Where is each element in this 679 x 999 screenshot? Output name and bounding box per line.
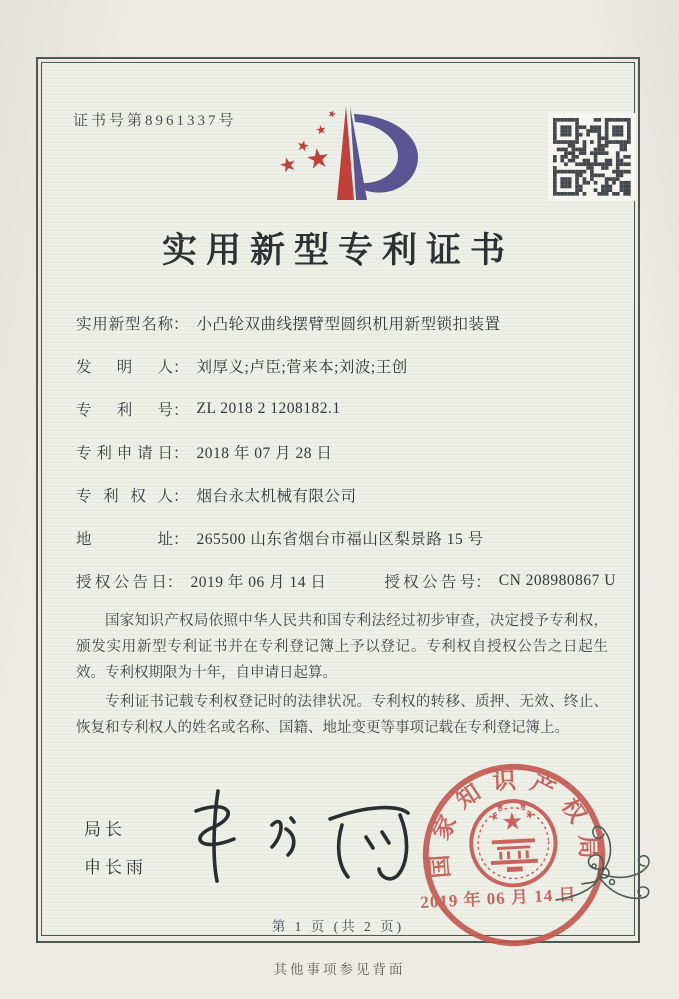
field-label: 专利申请日 xyxy=(76,444,173,462)
legal-paragraph-1: 国家知识产权局依照中华人民共和国专利法经过初步审查，决定授予专利权，颁发实用新型专利证书并在专利登记簿上予以登记。专利权自授权公告之日起生效。专利权期限为十年，自申请日起算。 xyxy=(76,613,608,681)
field-label: 发明人 xyxy=(76,358,173,376)
grant-no-label: 授权公告号 xyxy=(384,573,476,591)
certificate-inner-area xyxy=(41,62,635,936)
legal-paragraph-2: 专利证书记载专利权登记时的法律状况。专利权的转移、质押、无效、终止、恢复和专利权人的姓名或名称、国籍、地址变更等事项记载在专利登记簿上。 xyxy=(76,694,608,737)
field-label: 地址 xyxy=(76,530,173,548)
field-colon: ： xyxy=(173,530,189,548)
grant-date-value: 2019 年 06 月 14 日 xyxy=(190,573,327,591)
field-colon: ： xyxy=(173,444,189,462)
field-row-address xyxy=(76,516,616,559)
field-label: 专利权人 xyxy=(76,487,173,505)
field-colon: ： xyxy=(166,573,183,591)
field-value: 烟台永太机械有限公司 xyxy=(196,487,357,505)
director-signature xyxy=(160,785,410,885)
field-value: ZL 2018 2 1208182.1 xyxy=(196,399,341,417)
field-row-patentee xyxy=(76,473,616,516)
field-label: 实用新型名称 xyxy=(76,315,173,333)
field-colon: ： xyxy=(173,358,189,376)
qr-code xyxy=(548,113,636,201)
certificate-border-frame xyxy=(36,57,640,943)
officer-name: 申长雨 xyxy=(84,858,147,877)
field-row-grant xyxy=(76,559,616,602)
page-indicator: 第 1 页 (共 2 页) xyxy=(271,919,405,934)
field-row-name xyxy=(76,301,616,344)
cnipa-logo-icon xyxy=(266,101,432,205)
field-colon: ： xyxy=(173,487,189,505)
field-colon: ： xyxy=(475,573,491,591)
grant-no-value: CN 208980867 U xyxy=(498,571,616,589)
field-row-inventors xyxy=(76,344,616,387)
field-value: 2018 年 07 月 28 日 xyxy=(196,444,333,462)
national-emblem-icon xyxy=(469,799,558,888)
field-row-patent-no xyxy=(76,387,616,430)
certificate-number: 证书号第8961337号 xyxy=(73,113,237,129)
field-value: 小凸轮双曲线摆臂型圆织机用新型锁扣装置 xyxy=(196,315,501,333)
field-row-filing-date xyxy=(76,430,616,473)
field-value: 刘厚义;卢臣;菅来本;刘波;王创 xyxy=(196,358,408,376)
officer-title: 局长 xyxy=(84,820,126,839)
field-colon: ： xyxy=(173,401,189,419)
back-side-note: 其他事项参见背面 xyxy=(273,962,406,977)
certificate-title: 实用新型专利证书 xyxy=(161,231,514,270)
seal-date: 2019 年 06 月 14 日 xyxy=(419,884,577,912)
grant-date-label: 授权公告日 xyxy=(76,573,167,591)
patent-fields xyxy=(76,301,616,602)
field-label: 专利号 xyxy=(76,401,173,419)
field-value: 265500 山东省烟台市福山区梨景路 15 号 xyxy=(196,530,484,548)
seal-text: 国家知识产权局 xyxy=(426,767,602,880)
field-colon: ： xyxy=(173,315,189,333)
legal-paragraphs xyxy=(76,609,608,746)
officer-block xyxy=(84,815,147,891)
